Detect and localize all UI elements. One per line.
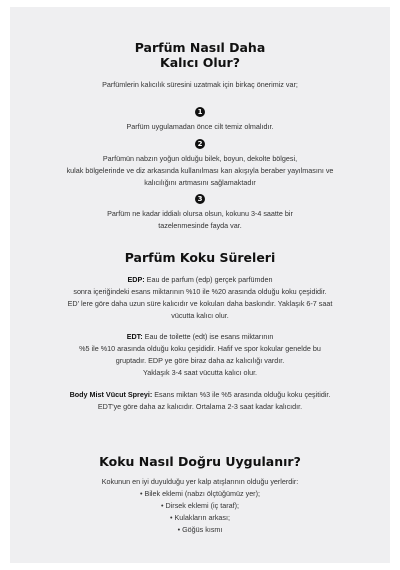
edt-block: [10, 331, 390, 379]
section-title-line1: Parfüm Nasıl Daha: [134, 40, 266, 55]
edp-block: [10, 274, 390, 322]
section-intro: Kokunun en iyi duyulduğu yer kalp atışlarının olduğu yerlerdir:: [101, 477, 299, 486]
edt-text: %5 ile %10 arasında olduğu koku çeşididir. Hafif ve spor kokular genelde bu: [79, 344, 321, 353]
number-badge-icon: 2: [195, 139, 205, 149]
section-intro: Parfümlerin kalıcılık süresini uzatmak için birkaç önerimiz var;: [102, 80, 298, 89]
number-badge-icon: 3: [195, 194, 205, 204]
list-item: • Bilek eklemi (nabzı ölçtüğümüz yer);: [140, 489, 260, 498]
section-title: Parfüm Koku Süreleri: [124, 250, 276, 265]
edp-text: Eau de parfum (edp) gerçek parfümden: [144, 275, 273, 284]
tip-1: [10, 101, 390, 133]
tip-text: tazelenmesinde fayda var.: [158, 221, 242, 230]
tip-2: [10, 133, 390, 189]
edp-text: ED' lere göre daha uzun süre kalıcıdır ve kokuları daha baskındır. Yaklaşık 6-7 saat: [67, 299, 333, 308]
article-page: [10, 7, 390, 563]
section-title-line2: Kalıcı Olur?: [160, 55, 240, 70]
body-mist-label: Body Mist Vücut Spreyi:: [69, 390, 153, 399]
section-longevity: [10, 40, 390, 70]
tip-text: Parfüm ne kadar iddialı olursa olsun, kokunu 3-4 saatte bir: [107, 209, 293, 218]
edt-text: gruptadır. EDP ye göre biraz daha az kalıcılığı vardır.: [115, 356, 285, 365]
edt-text: Yaklaşık 3-4 saat vücutta kalıcı olur.: [142, 368, 258, 377]
tip-text: Parfüm uygulamadan önce cilt temiz olmalıdır.: [126, 122, 274, 131]
edt-label: EDT:: [126, 332, 143, 341]
edp-label: EDP:: [127, 275, 145, 284]
number-badge-icon: 1: [195, 107, 205, 117]
edp-text: vücutta kalıcı olur.: [171, 311, 229, 320]
body-mist-text: Esans miktarı %3 ile %5 arasında olduğu koku çeşitidir.: [152, 390, 331, 399]
edp-text: sonra içeriğindeki esans miktarının %10 ile %20 arasında olduğu koku çeşididir.: [73, 287, 327, 296]
section-title: Koku Nasıl Doğru Uygulanır?: [99, 454, 301, 469]
list-item: • Göğüs kısmı: [177, 525, 223, 534]
list-item: • Dirsek eklemi (iç taraf);: [161, 501, 239, 510]
tip-text: kulak bölgelerinde ve diz arkasında kullanılması kan akışıyla beraber yayılmasını ve: [66, 166, 334, 175]
tip-text: Parfümün nabzın yoğun olduğu bilek, boyun, dekolte bölgesi,: [102, 154, 298, 163]
body-mist-text: EDT'ye göre daha az kalıcıdır. Ortalama 2-3 saat kadar kalıcıdır.: [97, 402, 303, 411]
edt-text: Eau de toilette (edt) ise esans miktarının: [142, 332, 274, 341]
tip-text: kalıcılığını artmasını sağlamaktadır: [144, 178, 256, 187]
tip-3: [10, 188, 390, 232]
list-item: • Kulakların arkası;: [169, 513, 231, 522]
body-mist-block: [10, 389, 390, 413]
application-list: [10, 488, 390, 536]
